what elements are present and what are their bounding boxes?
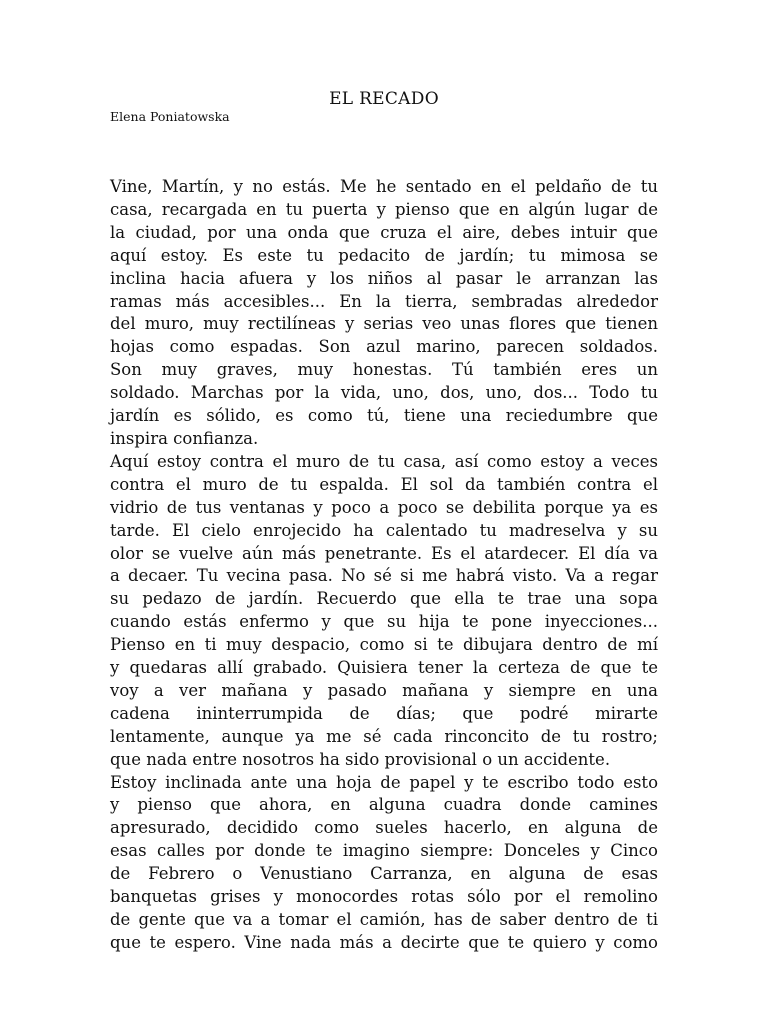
text-line: Estoy inclinada ante una hoja de papel y te escribo todo esto [110, 772, 658, 792]
text-line: olor se vuelve aún más penetrante. Es el atardecer. El día va [110, 543, 658, 563]
text-line: que nada entre nosotros ha sido provisional o un accidente. [110, 749, 611, 769]
text-line: inspira confianza. [110, 428, 259, 448]
text-line: del muro, muy rectilíneas y serias veo unas flores que tienen [110, 314, 658, 334]
text-line: de Febrero o Venustiano Carranza, en alguna de esas [110, 864, 658, 884]
text-line: apresurado, decidido como sueles hacerlo, en alguna de [110, 818, 658, 838]
text-line: cadena ininterrumpida de días; que podré mirarte [110, 703, 658, 723]
text-line: Aquí estoy contra el muro de tu casa, así como estoy a veces [110, 451, 658, 471]
text-line: esas calles por donde te imagino siempre: Donceles y Cinco [110, 841, 658, 861]
text-line: Vine, Martín, y no estás. Me he sentado en el peldaño de tu [110, 177, 658, 196]
text-line: y pienso que ahora, en alguna cuadra donde camines [110, 795, 658, 815]
text-line: y quedaras allí grabado. Quisiera tener la certeza de que te [110, 658, 658, 678]
text-line: Pienso en ti muy despacio, como si te dibujara dentro de mí [110, 635, 658, 655]
paragraph-3 [110, 772, 658, 955]
text-line: la ciudad, por una onda que cruza el aire, debes intuir que [110, 222, 658, 242]
text-line: a decaer. Tu vecina pasa. No sé si me habrá visto. Va a regar [110, 566, 658, 586]
text-line: banquetas grises y monocordes rotas sólo por el remolino [110, 887, 658, 907]
text-line: lentamente, aunque ya me sé cada rinconcito de tu rostro; [110, 726, 658, 746]
text-line: que te espero. Vine nada más a decirte que te quiero y como [110, 932, 658, 952]
text-line: soldado. Marchas por la vida, uno, dos, uno, dos... Todo tu [110, 383, 658, 403]
text-line: voy a ver mañana y pasado mañana y siempre en una [110, 680, 658, 700]
text-line: vidrio de tus ventanas y poco a poco se debilita porque ya es [110, 497, 658, 517]
paragraph-2 [110, 451, 658, 772]
author-name: Elena Poniatowska [110, 109, 230, 124]
text-line: cuando estás enfermo y que su hija te pone inyecciones... [110, 612, 658, 632]
text-line: hojas como espadas. Son azul marino, parecen soldados. [110, 337, 658, 357]
text-line: inclina hacia afuera y los niños al pasar le arranzan las [110, 268, 658, 288]
text-line: de gente que va a tomar el camión, has de saber dentro de ti [110, 910, 658, 929]
text-line: contra el muro de tu espalda. El sol da también contra el [110, 474, 658, 494]
text-line: aquí estoy. Es este tu pedacito de jardín; tu mimosa se [110, 245, 658, 265]
paragraph-1 [110, 176, 658, 451]
text-line: Son muy graves, muy honestas. Tú también eres un [110, 360, 658, 380]
text-line: casa, recargada en tu puerta y pienso que en algún lugar de [110, 199, 658, 219]
text-line: tarde. El cielo enrojecido ha calentado tu madreselva y su [110, 520, 658, 540]
document-body [110, 176, 658, 955]
text-line: jardín es sólido, es como tú, tiene una reciedumbre que [110, 406, 658, 426]
text-line: su pedazo de jardín. Recuerdo que ella te trae una sopa [110, 589, 658, 609]
document-title: EL RECADO [329, 89, 439, 109]
text-line: ramas más accesibles... En la tierra, sembradas alrededor [110, 291, 658, 311]
